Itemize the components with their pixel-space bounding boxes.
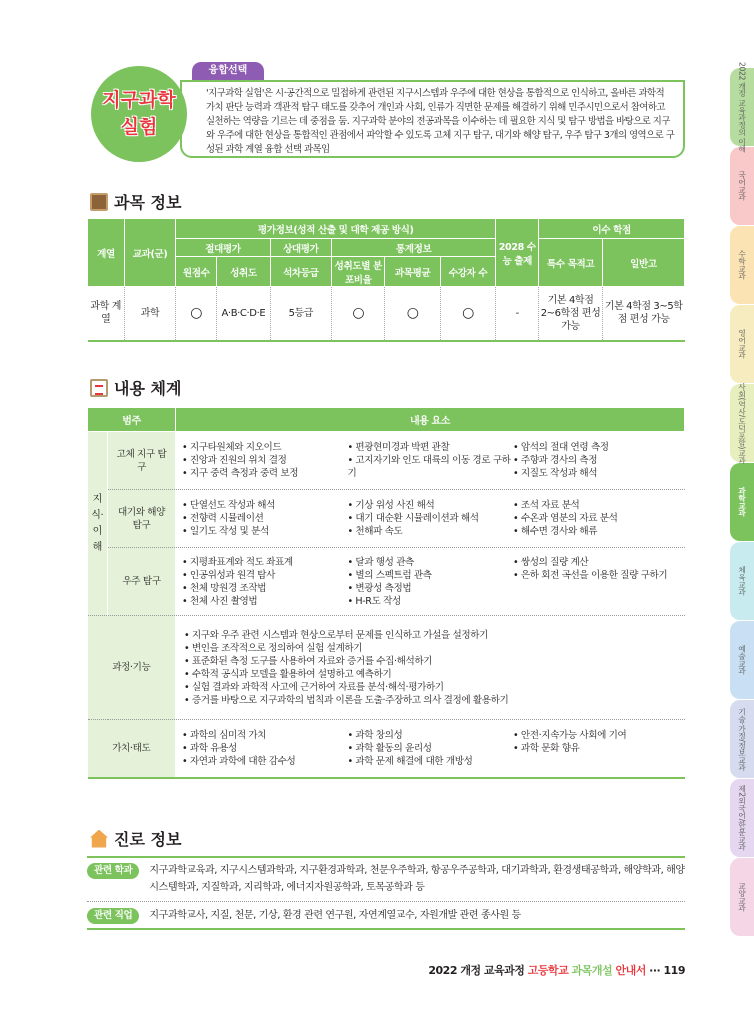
tab-8[interactable] [730, 700, 754, 778]
list-item: • 단열선도 작성과 해석 • 전향력 시뮬레이션 • 일기도 작성 및 분석 [182, 499, 348, 538]
category-value: 가치·태도 [88, 720, 176, 778]
th-csat: 2028 수능 출제 [496, 219, 539, 287]
th-ratio: 성취도별 분포비율 [332, 257, 385, 287]
content-table [87, 407, 685, 779]
tab-10[interactable] [730, 858, 754, 936]
section-title: 진로 정보 [114, 830, 182, 849]
th-grade: 성취도 [217, 257, 270, 287]
list-item: • 조석 자료 분석 • 수온과 염분의 자료 분석 • 해수면 경사와 해류 [513, 499, 679, 538]
tab-2[interactable] [730, 226, 754, 304]
subject-intro: '지구과학 실험'은 시·공간적으로 밀접하게 관련된 지구시스템과 우주에 대한 현상을 통합적으로 인식하고, 올바른 과학적 가치 판단 능력과 객관적 탐구 태도를 갖추어 개인과 사회, 인류가 직면한 문제를 해결하기 위해 민주시민으로서 참여하고 실천하는 역량을 기르는 데 중점을 둠. 지구과학 분야의 전공과목을 이수하는 데 필요한 지식 및 탐구 방법을 바탕으로 지구와 우주에 대한 현상을 통합적인 관점에서 파악할 수 있도록 고체 지구 탐구, 대기와 해양 탐구, 우주 탐구 3개의 영역으로 구성된 과학 계열 융합 선택 과목임 [180, 80, 685, 158]
cell-general: 기본 4학점 3~5학점 편성 가능 [602, 287, 684, 341]
cell-special: 기본 4학점 2~6학점 편성 가능 [539, 287, 603, 341]
subject-title-badge [91, 66, 187, 162]
list-item: • 과학 창의성 • 과학 활동의 윤리성 • 과학 문제 해결에 대한 개방성 [348, 729, 514, 768]
tab-label: 제2외국어/한문교과 [737, 785, 747, 851]
th-credit: 이수 학점 [539, 219, 685, 239]
table-row [88, 720, 685, 778]
tab-5[interactable] [730, 463, 754, 541]
th-count: 수강자 수 [440, 257, 495, 287]
tab-label: 교양교과 [737, 882, 747, 912]
th-general: 일반고 [602, 239, 684, 287]
book-icon [90, 193, 108, 211]
related-departments [87, 862, 685, 896]
subject-info-table [87, 218, 685, 342]
th-abs: 절대평가 [176, 239, 270, 257]
cell-count: ○ [440, 287, 495, 341]
category-process: 과정·기능 [88, 616, 176, 720]
tab-4[interactable] [730, 384, 754, 462]
divider [87, 901, 685, 902]
th-rank: 석차등급 [270, 257, 332, 287]
subject-title-line2: 실험 [120, 116, 158, 138]
list-item: • 달과 행성 관측 • 별의 스펙트럼 관측 • 변광성 측정법 • H-R도 작성 [348, 556, 514, 608]
category-knowledge: 지식·이해 [88, 432, 108, 616]
tab-9[interactable] [730, 779, 754, 857]
th-category: 범주 [88, 408, 176, 432]
section-title: 과목 정보 [114, 193, 182, 212]
cell-avg: ○ [385, 287, 440, 341]
category-space: 우주 탐구 [108, 548, 176, 616]
list-item: • 지구와 우주 관련 시스템과 현상으로부터 문제를 인식하고 가설을 설정하기 • 변인을 조작적으로 정의하여 실험 설계하기 • 표준화된 측정 도구를 사용하여 자료와 증거를 수집·해석하기 • 수학적 공식과 모델을 활용하여 설명하고 예측하기 • 실험 결과와 과학적 사고에 근거하여 자료를 분석·해석·평가하기 • 증거를 바탕으로 지구과학의 법칙과 이론을 도출·주장하고 의사 결정에 활용하기 [176, 629, 685, 707]
section-heading-career [90, 827, 181, 850]
category-air-ocean: 대기와 해양 탐구 [108, 490, 176, 548]
tab-label: 예술교과 [737, 645, 747, 675]
divider [87, 928, 685, 930]
tab-1[interactable] [730, 147, 754, 225]
table-row [88, 432, 685, 490]
section-heading-info [90, 190, 181, 213]
tab-label: 기술·가정/정보교과 [737, 707, 747, 771]
tab-0[interactable] [730, 61, 754, 153]
job-text: 지구과학교사, 지질, 천문, 기상, 환경 관련 연구원, 자연계열교수, 자원개발 관련 종사원 등 [149, 910, 521, 921]
th-elements: 내용 요소 [176, 408, 685, 432]
school-icon [90, 830, 108, 848]
tab-label: 국어교과 [737, 171, 747, 201]
tab-label: 사회(역사/도덕포함)교과 [737, 382, 747, 464]
tab-label: 2022 개정 교육과정의 이해 [737, 61, 747, 153]
table-row [88, 490, 685, 548]
th-stat: 통계정보 [332, 239, 496, 257]
tab-label: 영어교과 [737, 329, 747, 359]
list-item: • 안전·지속가능 사회에 기여 • 과학 문화 향유 [513, 729, 679, 768]
th-rel: 상대평가 [270, 239, 332, 257]
section-title: 내용 체계 [114, 379, 182, 398]
th-subject: 교과(군) [124, 219, 175, 287]
list-item: • 과학의 심미적 가치 • 과학 유용성 • 자연과 과학에 대한 감수성 [182, 729, 348, 768]
divider [87, 856, 685, 858]
list-item: • 쌍성의 질량 계산 • 은하 회전 곡선을 이용한 질량 구하기 [513, 556, 679, 608]
tab-label: 과학교과 [737, 487, 747, 517]
tab-3[interactable] [730, 305, 754, 383]
cell-rank: 5등급 [270, 287, 332, 341]
cell-field: 과학 계열 [88, 287, 125, 341]
category-solid-earth: 고체 지구 탐구 [108, 432, 176, 490]
list-item: • 기상 위성 사진 해석 • 대기 대순환 시뮬레이션과 해석 • 천해파 속도 [348, 499, 514, 538]
tab-label: 체육교과 [737, 566, 747, 596]
th-eval: 평가정보(성적 산출 및 대학 제공 방식) [176, 219, 496, 239]
th-raw: 원점수 [176, 257, 217, 287]
cell-csat: - [496, 287, 539, 341]
cell-subject: 과학 [124, 287, 175, 341]
th-avg: 과목평균 [385, 257, 440, 287]
side-tabs [730, 61, 754, 937]
list-item: • 지구타원체와 지오이드 • 진앙과 진원의 위치 결정 • 지구 중력 측정과 중력 보정 [182, 441, 348, 480]
subject-title-line1: 지구과학 [102, 89, 176, 111]
list-item: • 편광현미경과 박편 관찰 • 고지자기와 인도 대륙의 이동 경로 구하기 [348, 441, 514, 480]
table-row [88, 616, 685, 720]
dept-label: 관련 학과 [87, 863, 139, 879]
related-jobs [87, 907, 685, 924]
job-label: 관련 직업 [87, 908, 139, 924]
section-heading-content [90, 376, 181, 399]
list-item: • 지평좌표계와 적도 좌표계 • 인공위성과 원격 탐사 • 천체 망원경 조작법 • 천체 사진 촬영법 [182, 556, 348, 608]
tab-7[interactable] [730, 621, 754, 699]
tab-6[interactable] [730, 542, 754, 620]
list-item: • 암석의 절대 연령 측정 • 주향과 경사의 측정 • 지질도 작성과 해석 [513, 441, 679, 480]
table-row [88, 287, 685, 341]
dept-text: 지구과학교육과, 지구시스템과학과, 지구환경과학과, 천문우주학과, 항공우주공학과, 대기과학과, 환경생태공학과, 해양학과, 해양시스템학과, 지질학과, 지리학과, 에너지자원공학과, 토목공학과 등 [149, 865, 685, 893]
cell-grade: A·B·C·D·E [217, 287, 270, 341]
th-special: 특수 목적고 [539, 239, 603, 287]
cell-raw: ○ [176, 287, 217, 341]
table-row [88, 548, 685, 616]
category-tag: 융합선택 [192, 62, 264, 80]
notepad-icon [90, 379, 108, 397]
page-footer: 2022 개정 교육과정 고등학교 과목개설 안내서 ··· 119 [428, 964, 685, 977]
tab-label: 수학교과 [737, 250, 747, 280]
th-field: 계열 [88, 219, 125, 287]
cell-ratio: ○ [332, 287, 385, 341]
